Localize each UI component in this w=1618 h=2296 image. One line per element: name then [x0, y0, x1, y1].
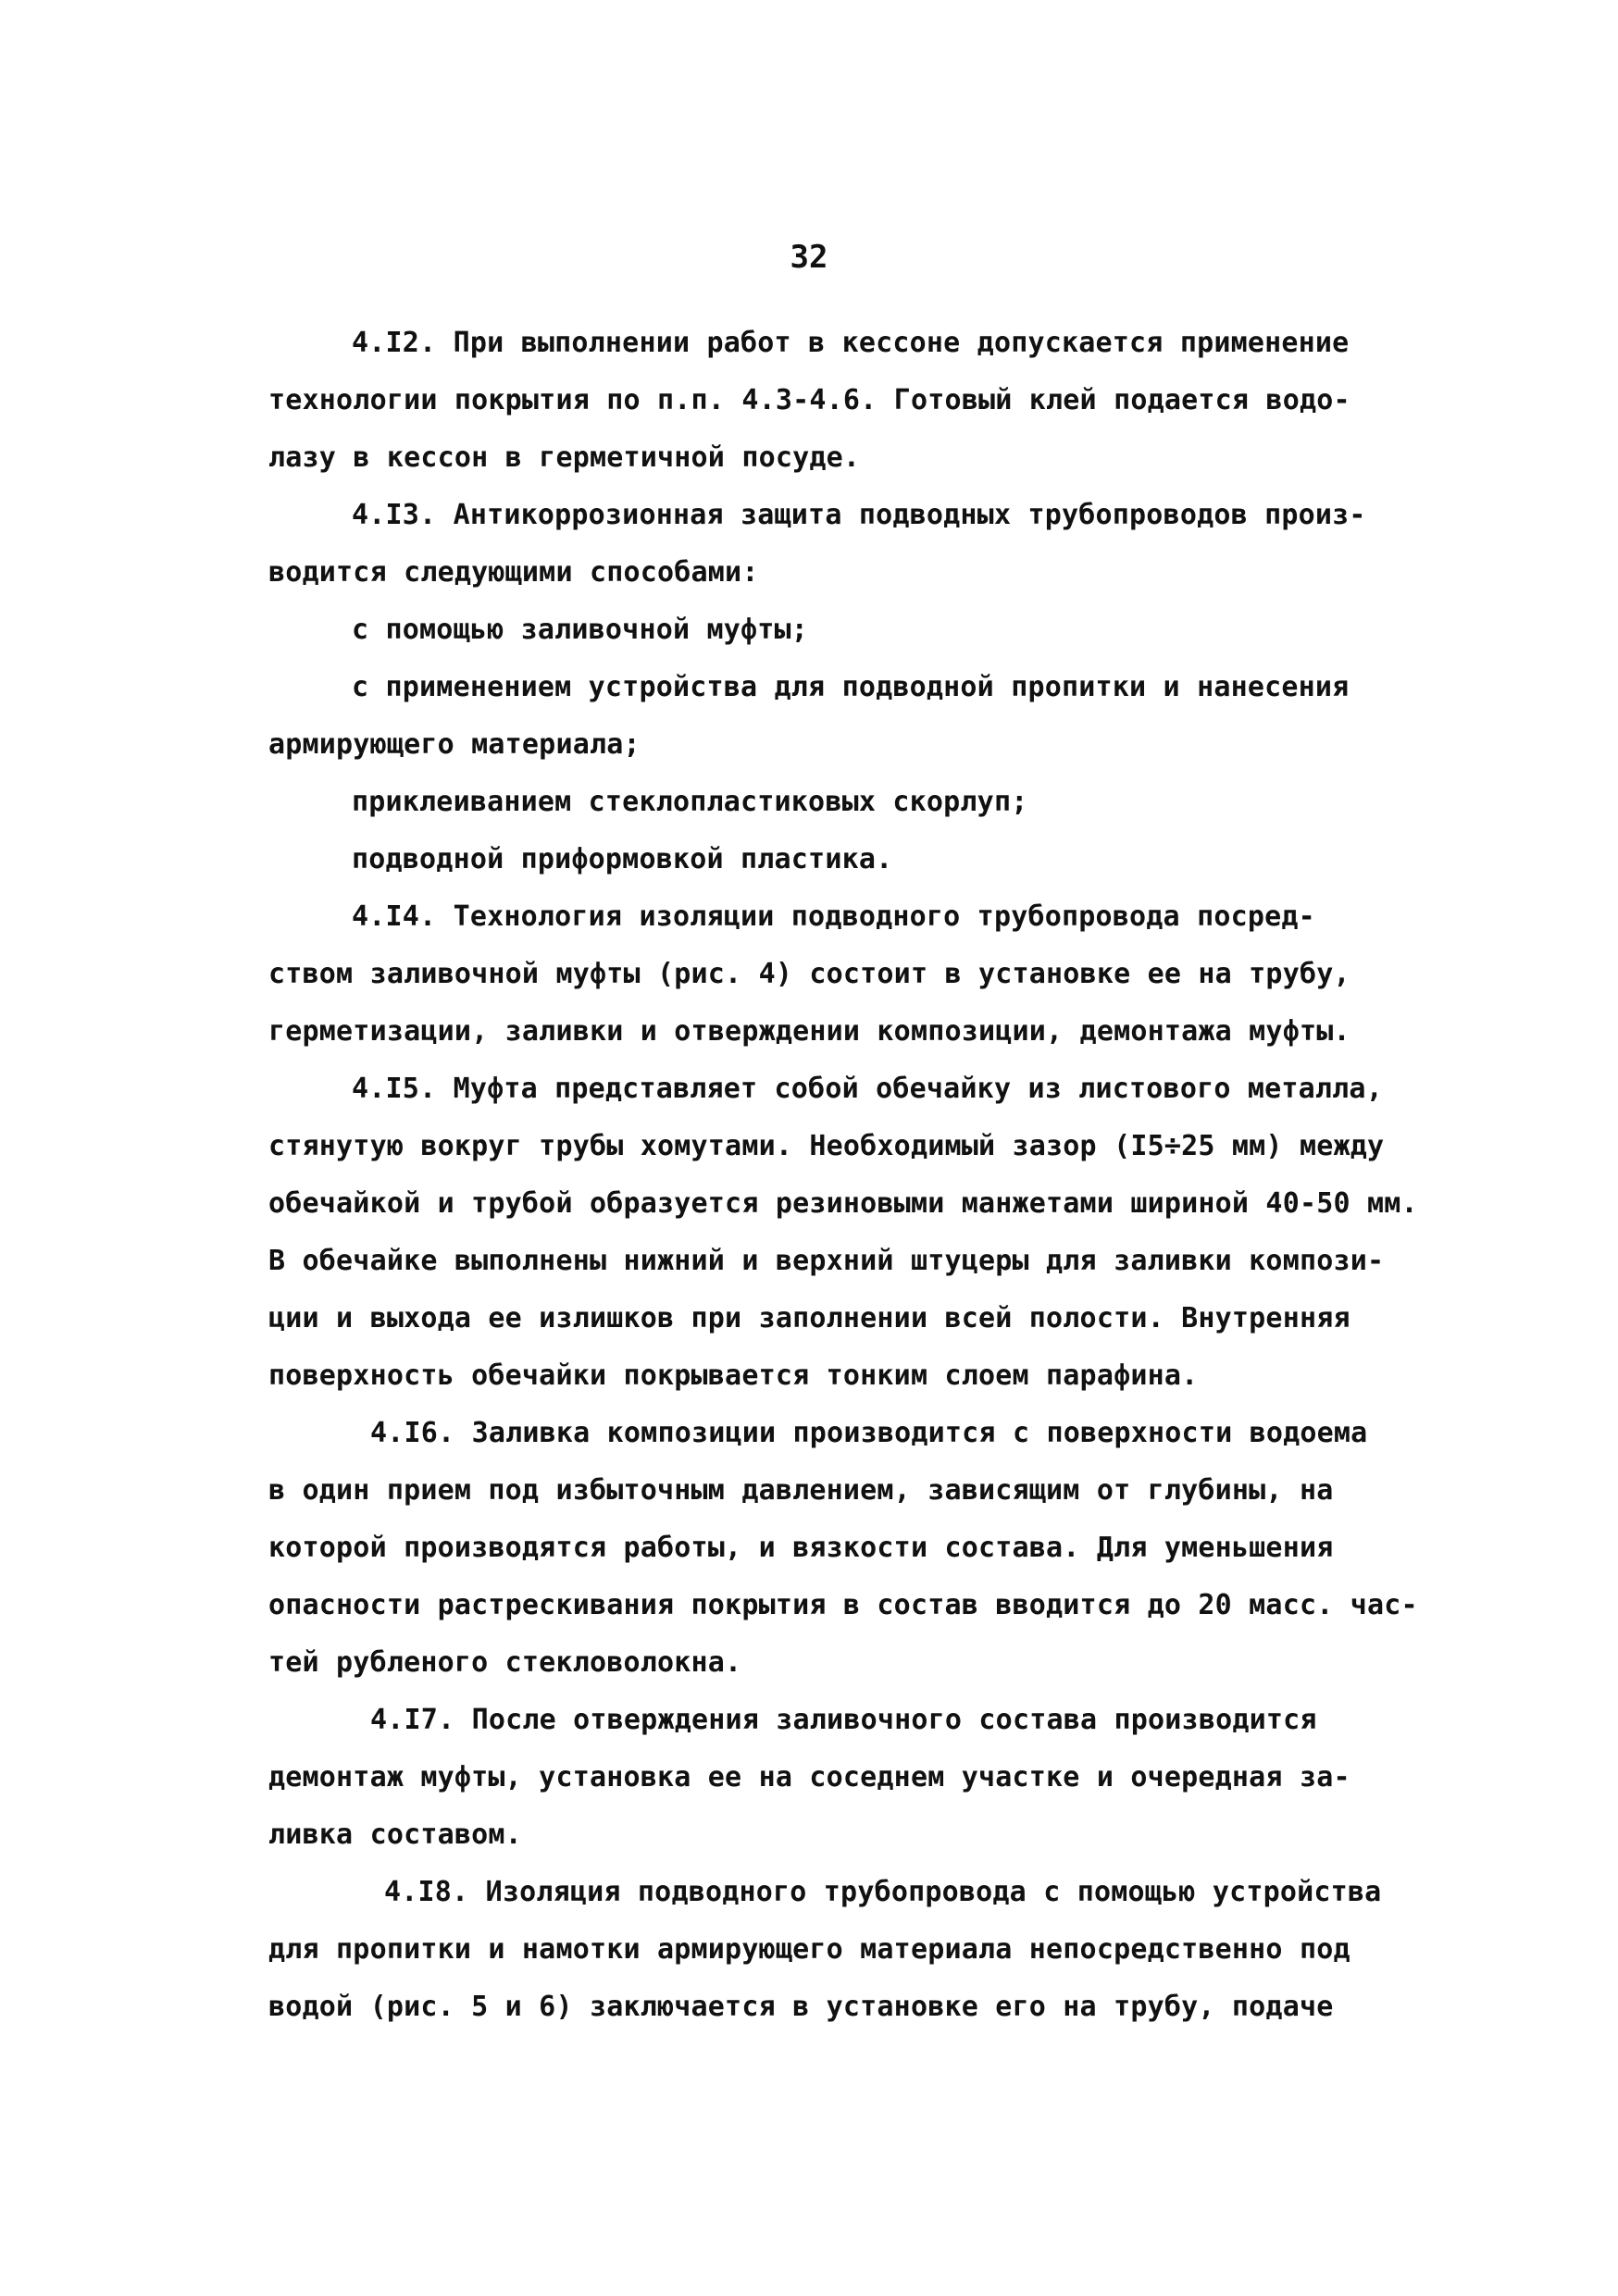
text-line: водой (рис. 5 и 6) заключается в установке его на трубу, подаче	[268, 1991, 1334, 2023]
text-line: 4.I7. После отверждения заливочного состава производится	[370, 1704, 1317, 1736]
text-line: которой производятся работы, и вязкости состава. Для уменьшения	[268, 1532, 1334, 1564]
text-line: для пропитки и намотки армирующего материала непосредственно под	[268, 1933, 1350, 1966]
text-line: с помощью заливочной муфты;	[352, 614, 809, 646]
text-line: подводной приформовкой пластика.	[352, 843, 893, 875]
text-line: 4.I3. Антикоррозионная защита подводных трубопроводов произ-	[352, 499, 1366, 531]
text-line: герметизации, заливки и отверждении композиции, демонтажа муфты.	[268, 1015, 1350, 1048]
text-line: опасности растрескивания покрытия в состав вводится до 20 масс. час-	[268, 1589, 1418, 1621]
text-line: с применением устройства для подводной пропитки и нанесения	[352, 671, 1350, 703]
text-line: 4.I5. Муфта представляет собой обечайку из листового металла,	[352, 1073, 1383, 1105]
text-line: приклеиванием стеклопластиковых скорлуп;	[352, 786, 1028, 818]
text-line: поверхность обечайки покрывается тонким слоем парафина.	[268, 1359, 1199, 1392]
text-line: тей рубленого стекловолокна.	[268, 1646, 742, 1679]
text-line: стянутую вокруг трубы хомутами. Необходимый зазор (I5÷25 мм) между	[268, 1130, 1385, 1162]
text-line: ции и выхода ее излишков при заполнении всей полости. Внутренняя	[268, 1302, 1350, 1334]
text-line: 4.I2. При выполнении работ в кессоне допускается применение	[352, 327, 1350, 359]
text-line: ливка составом.	[268, 1818, 522, 1851]
text-line: 4.I4. Технология изоляции подводного трубопровода посред-	[352, 900, 1315, 933]
text-line: обечайкой и трубой образуется резиновыми манжетами шириной 40-50 мм.	[268, 1187, 1418, 1220]
text-line: водится следующими способами:	[268, 556, 759, 589]
text-line: демонтаж муфты, установка ее на соседнем участке и очередная за-	[268, 1761, 1350, 1793]
text-line: армирующего материала;	[268, 728, 641, 761]
body-text	[268, 315, 1462, 2036]
text-line: технологии покрытия по п.п. 4.3-4.6. Готовый клей подается водо-	[268, 384, 1350, 416]
text-line: лазу в кессон в герметичной посуде.	[268, 441, 861, 474]
text-line: ством заливочной муфты (рис. 4) состоит в установке ее на трубу,	[268, 958, 1350, 990]
text-line: в один прием под избыточным давлением, зависящим от глубины, на	[268, 1474, 1334, 1507]
page-number: 32	[790, 239, 828, 276]
text-line: В обечайке выполнены нижний и верхний штуцеры для заливки компози-	[268, 1245, 1385, 1277]
text-line: 4.I6. Заливка композиции производится с поверхности водоема	[370, 1417, 1368, 1449]
text-line: 4.I8. Изоляция подводного трубопровода с помощью устройства	[384, 1876, 1382, 1908]
